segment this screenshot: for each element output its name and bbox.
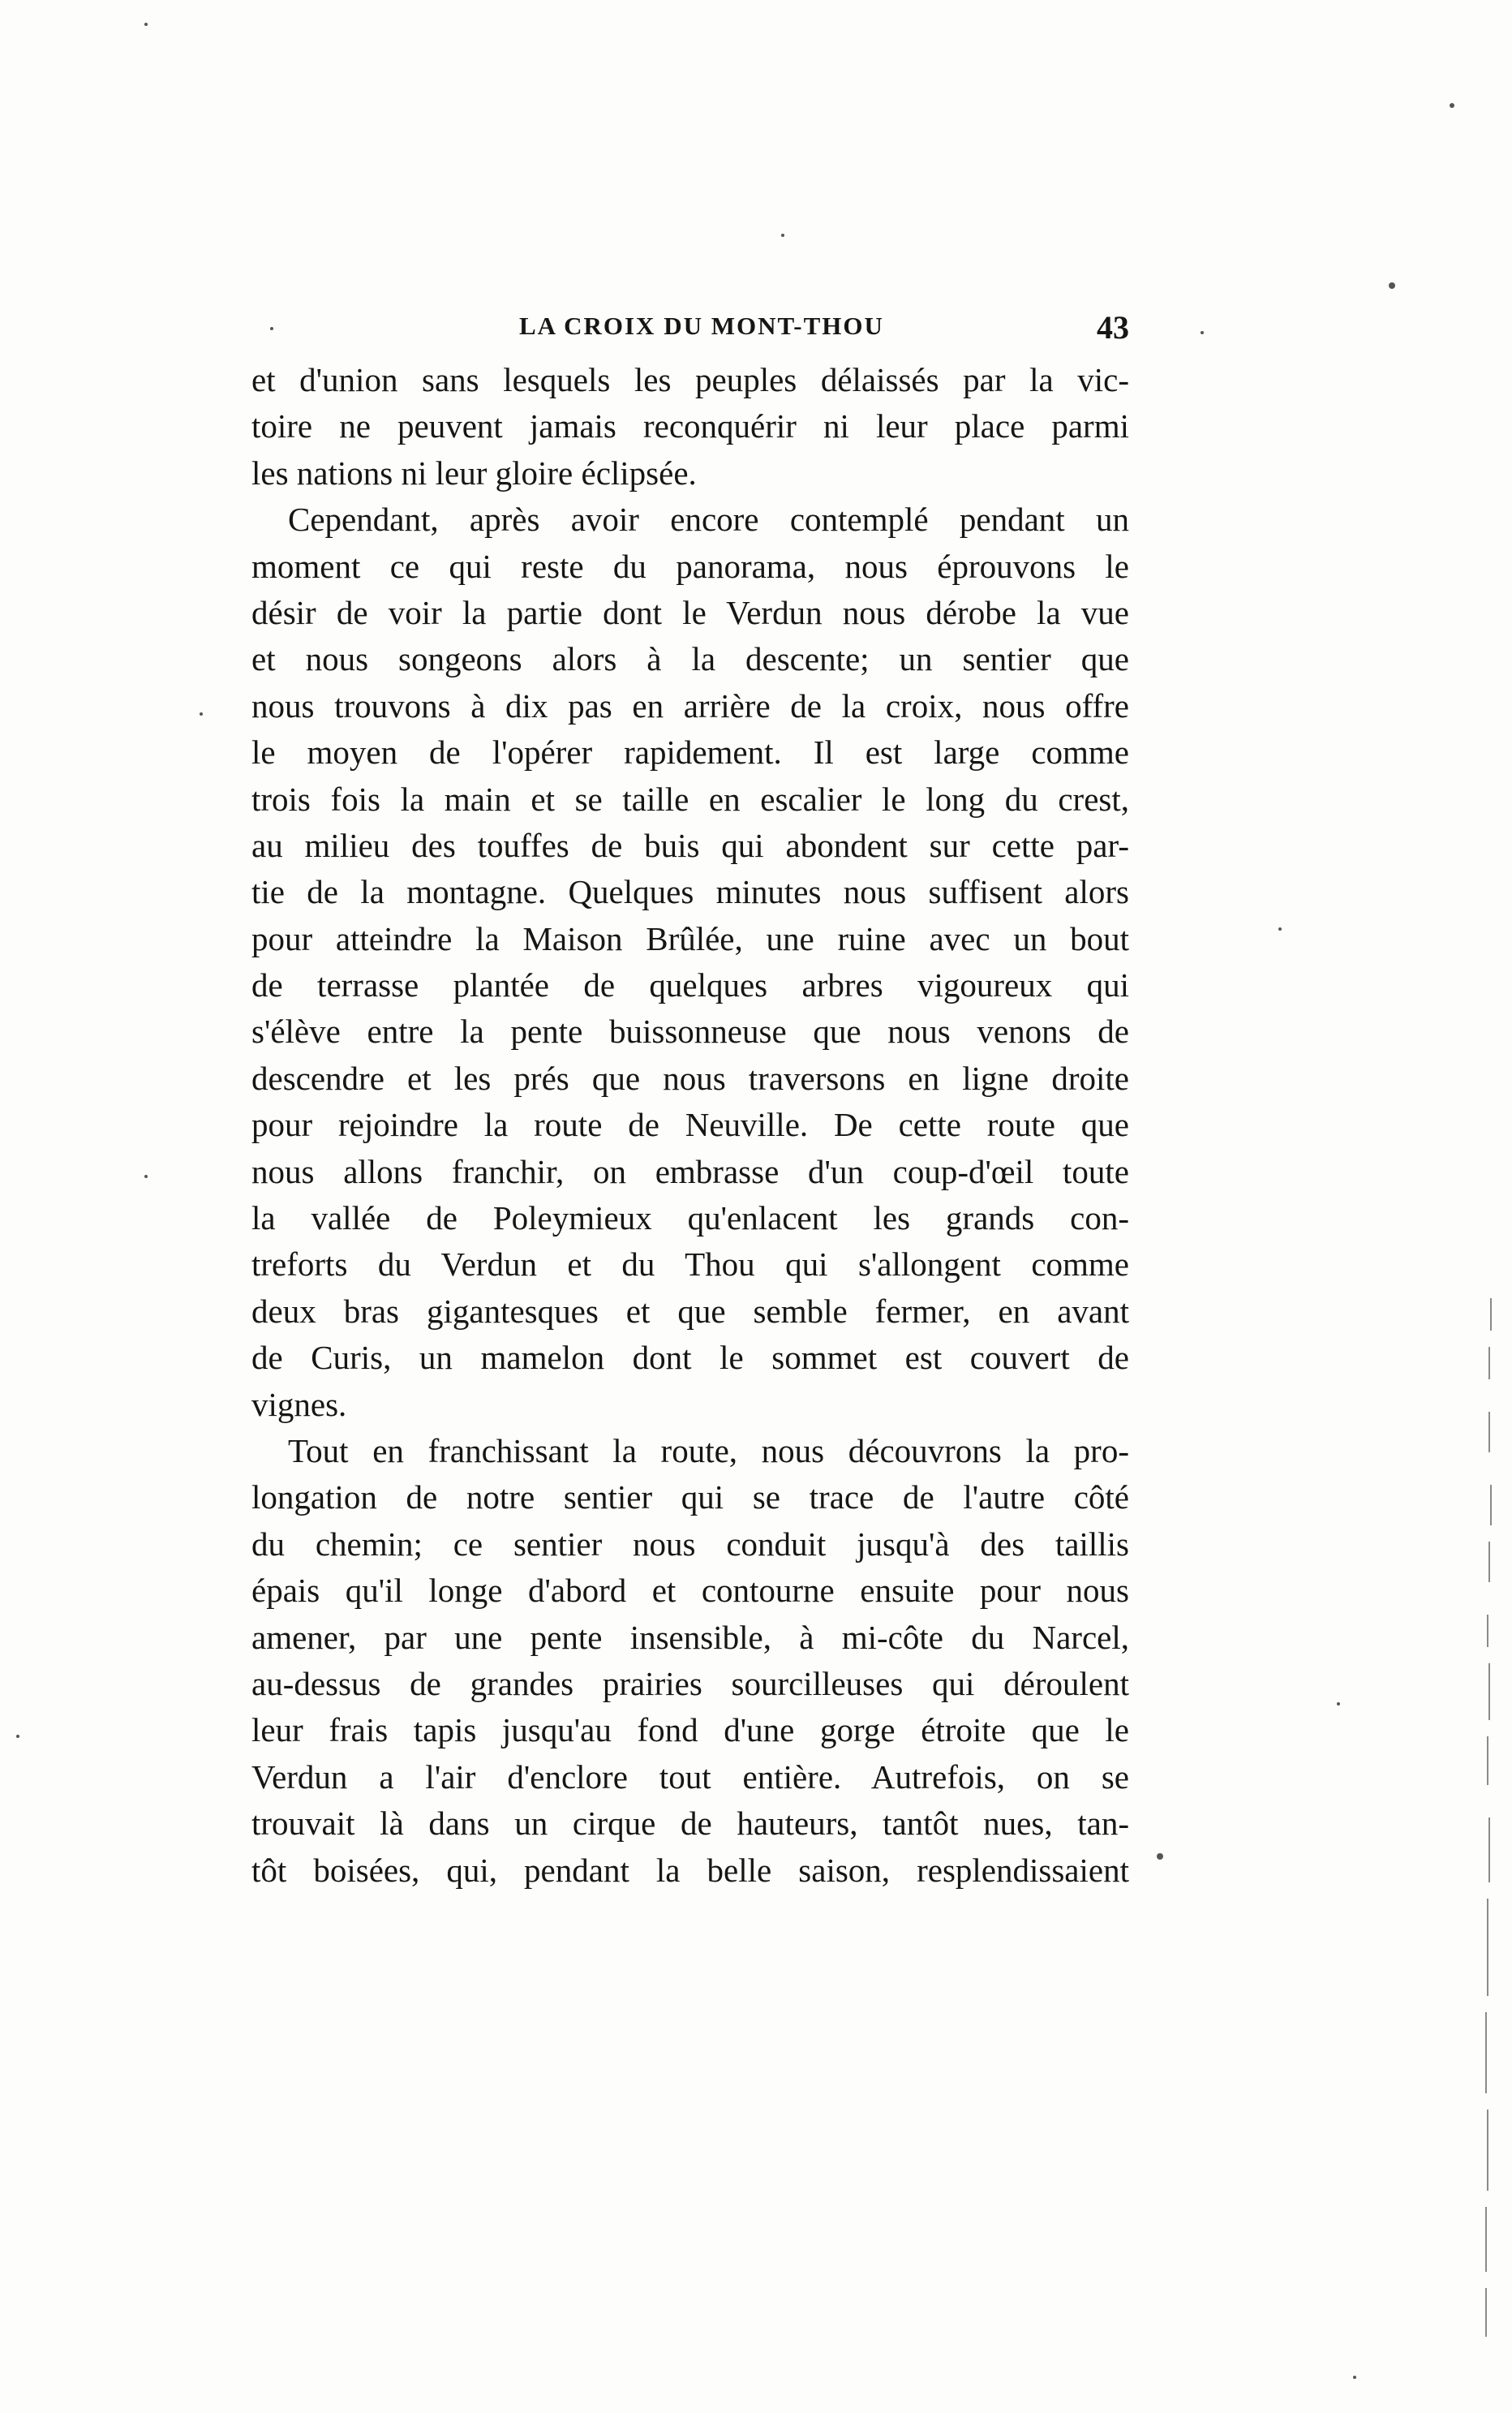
margin-rule-line — [1486, 1298, 1491, 2337]
text-line: désir de voir la partie dont le Verdun nous dérobe la vue — [251, 593, 1129, 631]
text-line: Verdun a l'air d'enclore tout entière. Autrefois, on se — [251, 1757, 1129, 1796]
text-line: s'élève entre la pente buissonneuse que nous venons de — [251, 1013, 1129, 1051]
page-number: 43 — [1097, 309, 1129, 346]
text-line: moment ce qui reste du panorama, nous éprouvons le — [251, 547, 1129, 585]
running-title: LA CROIX DU MONT-THOU — [519, 312, 884, 340]
text-line: nous allons franchir, on embrasse d'un coup-d'œil toute — [251, 1152, 1129, 1190]
text-line: le moyen de l'opérer rapidement. Il est large comme — [251, 733, 1129, 772]
text-line: leur frais tapis jusqu'au fond d'une gorge étroite que le — [251, 1711, 1129, 1749]
text-line: épais qu'il longe d'abord et contourne ensuite pour nous — [251, 1572, 1129, 1610]
text-line: au-dessus de grandes prairies sourcilleuses qui déroulent — [251, 1664, 1129, 1702]
text-line: nous trouvons à dix pas en arrière de la croix, nous offre — [251, 686, 1129, 725]
text-line: pour atteindre la Maison Brûlée, une ruine avec un bout — [251, 919, 1129, 957]
text-line: de Curis, un mamelon dont le sommet est couvert de — [251, 1339, 1129, 1377]
text-line: treforts du Verdun et du Thou qui s'allongent comme — [251, 1245, 1129, 1284]
text-line: trouvait là dans un cirque de hauteurs, tantôt nues, tan- — [251, 1804, 1129, 1843]
text-line: et nous songeons alors à la descente; un sentier que — [251, 640, 1129, 678]
text-line: longation de notre sentier qui se trace de l'autre côté — [251, 1478, 1129, 1516]
text-line: vignes. — [251, 1385, 347, 1423]
text-line: tôt boisées, qui, pendant la belle saison, resplendissaient — [251, 1851, 1129, 1889]
text-line: de terrasse plantée de quelques arbres vigoureux qui — [251, 966, 1129, 1004]
text-line: du chemin; ce sentier nous conduit jusqu'à des taillis — [251, 1525, 1129, 1563]
text-line: trois fois la main et se taille en escalier le long du crest, — [251, 780, 1129, 818]
running-head — [251, 308, 1129, 349]
text-line: au milieu des touffes de buis qui abondent sur cette par- — [251, 826, 1129, 864]
text-line: les nations ni leur gloire éclipsée. — [251, 454, 697, 492]
text-line: la vallée de Poleymieux qu'enlacent les grands con- — [251, 1199, 1129, 1237]
text-line: pour rejoindre la route de Neuville. De cette route que — [251, 1106, 1129, 1144]
text-line: Cependant, après avoir encore contemplé pendant un — [288, 501, 1129, 539]
body-text — [251, 357, 1129, 1894]
text-line: Tout en franchissant la route, nous découvrons la pro- — [288, 1431, 1129, 1469]
text-line: amener, par une pente insensible, à mi-côte du Narcel, — [251, 1618, 1129, 1656]
text-line: toire ne peuvent jamais reconquérir ni leur place parmi — [251, 407, 1129, 445]
text-line: et d'union sans lesquels les peuples délaissés par la vic- — [251, 361, 1129, 398]
text-line: descendre et les prés que nous traversons en ligne droite — [251, 1059, 1129, 1097]
text-line: tie de la montagne. Quelques minutes nous suffisent alors — [251, 873, 1129, 911]
text-line: deux bras gigantesques et que semble fermer, en avant — [251, 1292, 1129, 1330]
